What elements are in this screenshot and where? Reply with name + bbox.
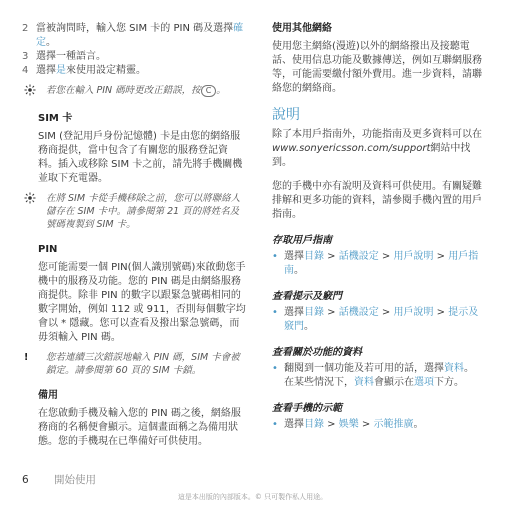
step-number: 2 [22, 23, 29, 34]
instruction-part: > [378, 251, 394, 262]
left-column [22, 22, 247, 449]
instruction-part: 選擇 [284, 419, 304, 430]
help-text-part: 除了本用戶指南外，功能指南及更多資料可以在 [272, 129, 482, 140]
instruction-text [284, 306, 482, 334]
step-text-part: 選擇 [36, 65, 56, 76]
instruction-part: > [324, 419, 339, 430]
tip-note-1 [22, 84, 247, 100]
support-url: www.sonyericsson.com/support [272, 143, 431, 154]
confirm-link: 確定 [36, 23, 244, 48]
tip-text: 在將 SIM 卡從手機移除之前，您可以將聯絡人儲存在 SIM 卡中。請參閱第 21 頁的將姓名及號碼複製到 SIM 卡。 [46, 193, 241, 230]
menu-link: 目錄 [304, 419, 324, 430]
instruction-part: > [324, 251, 339, 262]
c-key-icon: C [201, 85, 217, 97]
instruction-part: > [358, 419, 374, 430]
instruction-part: 下方。 [434, 377, 464, 388]
pin-paragraph: 您可能需要一個 PIN(個人識別號碼)來啟動您手機中的服務及功能。您的 PIN 碼是由網絡服務商提供。除非 PIN 的數字以跟緊急號碼相同的數字開始，例如 112 或 911，否則每個數字均會以 * 隱藏。您可以查看及撥出緊急號碼，而毋須輸入 PIN 碼。 [38, 262, 246, 343]
instruction-tips [272, 306, 482, 334]
section-name: 開始使用 [54, 474, 97, 486]
menu-link: 資料 [354, 377, 374, 388]
page-number: 6 [22, 474, 29, 486]
help-heading: 說明 [272, 107, 300, 123]
instruction-part: 選擇 [284, 307, 304, 318]
section-heading-user-guide: 存取用戶指南 [272, 235, 332, 246]
instruction-part: 會顯示在 [374, 377, 414, 388]
tip-note-2 [22, 192, 247, 231]
other-network-paragraph: 使用您主網絡(漫遊)以外的網絡撥出及接聽電話、使用信息功能及數據傳送，例如互聯網服務等，可能需要繳付額外費用。進一步資料，請聯絡您的網絡商。 [272, 41, 482, 94]
menu-link: 話機設定 [338, 251, 379, 262]
menu-link: 話機設定 [338, 307, 379, 318]
instruction-part: 。 [304, 321, 314, 332]
help-paragraph-2: 您的手機中亦有說明及資料可供使用。有關疑難排解和更多功能的資料，請參閱手機內置的用戶指南。 [272, 181, 482, 220]
instruction-part: 。 [413, 419, 424, 430]
right-column [272, 22, 482, 432]
sim-card-paragraph: SIM (登記用戶身份記憶體) 卡是由您的網絡服務商提供，當中包含了有關您的服務登記資料。插入或移除 SIM 卡之前，請先將手機關機並取下充電器。 [38, 131, 243, 184]
instruction-part: > [433, 307, 449, 318]
menu-link: 目錄 [304, 251, 324, 262]
menu-link: 提示及竅門 [284, 307, 479, 332]
instruction-feature-info [272, 362, 482, 390]
instruction-part: 。在某些情況下， [284, 363, 474, 388]
tip-text [46, 84, 247, 100]
warning-note [22, 351, 247, 377]
section-heading-feature-info: 查看關於功能的資料 [272, 347, 362, 358]
warning-text: 您若連續三次錯誤地輸入 PIN 碼，SIM 卡會被鎖定。請參閱第 60 頁的 SIM 卡鎖。 [46, 352, 240, 376]
tip-text-part: 若您在輸入 PIN 碼時更改正錯誤，按 [46, 85, 201, 96]
instruction-text [284, 250, 482, 278]
page-footer [22, 473, 96, 487]
instruction-demo [272, 418, 482, 432]
sim-card-heading: SIM 卡 [38, 113, 73, 124]
instruction-part: 翻閱到一個功能及若可用的話，選擇 [284, 363, 444, 374]
lightbulb-icon [22, 192, 46, 231]
lightbulb-icon [22, 84, 46, 100]
other-network-heading: 使用其他網絡 [272, 23, 332, 34]
section-heading-demo: 查看手機的示範 [272, 403, 342, 414]
instruction-part: > [324, 307, 339, 318]
step-text-part: 。 [46, 37, 56, 48]
step-4 [22, 64, 247, 78]
step-2 [22, 22, 247, 50]
menu-link: 選項 [414, 377, 434, 388]
standby-paragraph: 在您啟動手機及輸入您的 PIN 碼之後，網絡服務商的名稱便會顯示。這個畫面稱之為備用狀態。您的手機現在已準備好可供使用。 [38, 408, 241, 447]
standby-heading: 備用 [38, 390, 58, 401]
section-heading-tips: 查看提示及竅門 [272, 291, 342, 302]
menu-link: 示範推廣 [373, 419, 414, 430]
bullet-icon: • [272, 251, 278, 262]
menu-link: 用戶說明 [393, 251, 434, 262]
step-text [36, 64, 247, 78]
bullet-icon: • [272, 419, 278, 430]
step-text-part: 當被詢問時，輸入您 SIM 卡的 PIN 碼及選擇 [36, 23, 234, 34]
tip-text-part: 。 [216, 85, 226, 96]
menu-link: 用戶說明 [393, 307, 434, 318]
instruction-text [284, 418, 482, 432]
instruction-part: > [378, 307, 394, 318]
bullet-icon: • [272, 307, 278, 318]
instruction-part: 選擇 [284, 251, 304, 262]
pin-heading: PIN [38, 244, 58, 255]
step-number: 3 [22, 51, 29, 62]
menu-link: 娛樂 [338, 419, 359, 430]
menu-link: 資料 [444, 363, 464, 374]
instruction-part: 。 [294, 265, 304, 276]
step-number: 4 [22, 65, 29, 76]
step-text: 選擇一種語言。 [36, 51, 106, 62]
bullet-icon: • [272, 363, 278, 374]
menu-link: 目錄 [304, 307, 324, 318]
step-3 [22, 50, 247, 64]
legal-notice: 這是本出版的內部版本。© 只可製作私人用途。 [177, 493, 328, 501]
exclamation-icon: ! [24, 352, 29, 363]
help-text-part: 網站中找到。 [272, 143, 471, 168]
step-text [36, 22, 247, 50]
instruction-part: > [433, 251, 449, 262]
instruction-user-guide [272, 250, 482, 278]
step-text-part: 來使用設定精靈。 [66, 65, 146, 76]
instruction-text [284, 362, 482, 390]
help-paragraph-1 [272, 128, 482, 170]
menu-link: 用戶指南 [284, 251, 479, 276]
yes-link: 是 [56, 65, 66, 76]
